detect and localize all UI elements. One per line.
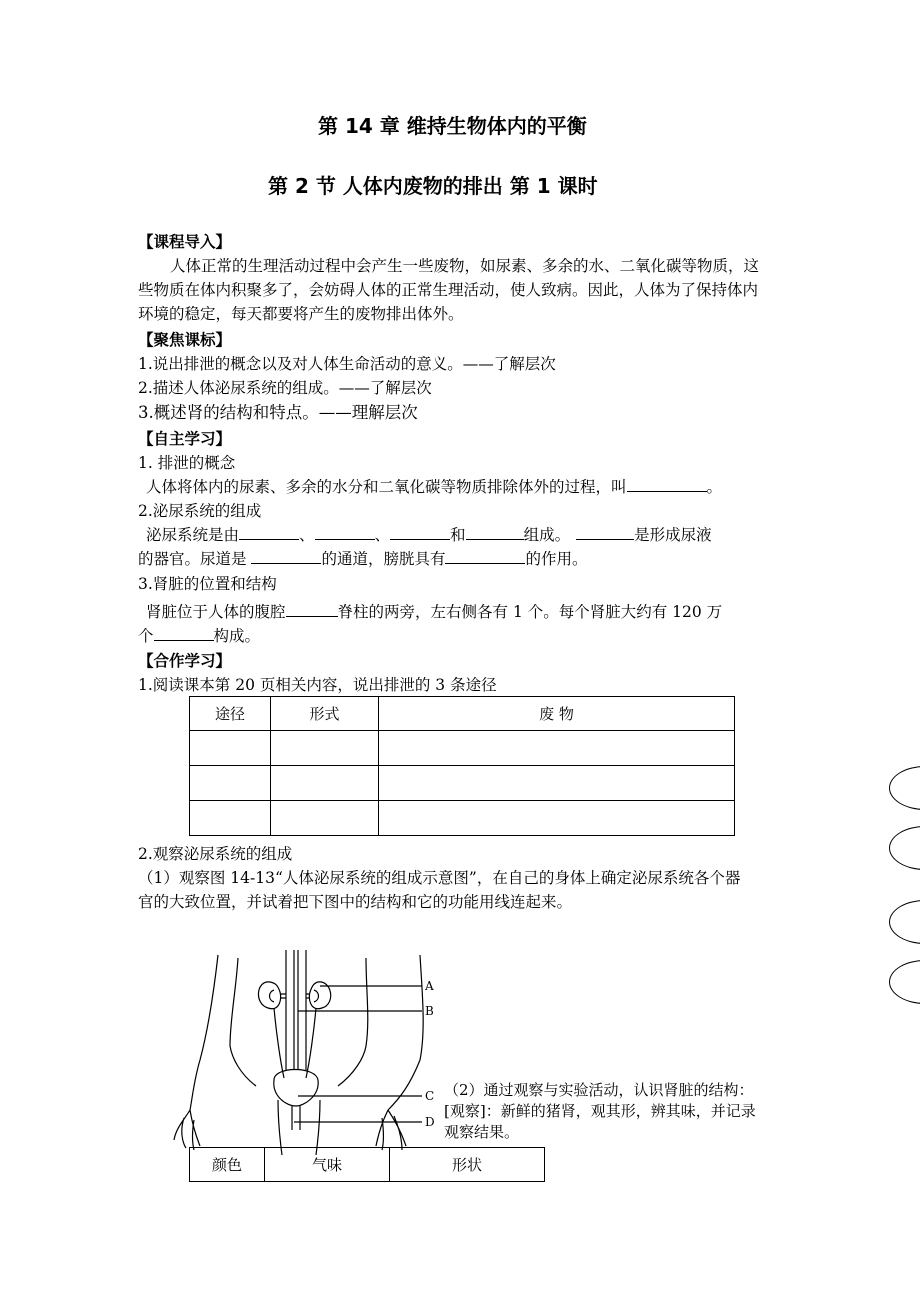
q2-text-d: 的器官。尿道是 xyxy=(138,550,252,568)
label-d: D xyxy=(425,1115,435,1129)
q3-line-1 xyxy=(146,600,722,624)
q3-blank-2[interactable] xyxy=(154,626,214,641)
standard-item-3: 3.概述肾的结构和特点。——理解层次 xyxy=(138,403,418,422)
q1-text: 人体将体内的尿素、多余的水分和二氧化碳等物质排除体外的过程，叫 xyxy=(146,478,627,496)
q1-end: 。 xyxy=(706,478,723,496)
coop-q2-title: 2.观察泌尿系统的组成 xyxy=(138,845,293,863)
q2-line-2 xyxy=(138,547,587,571)
q2-text-a: 泌尿系统是由 xyxy=(146,526,240,544)
q3-title: 3.肾脏的位置和结构 xyxy=(138,575,277,593)
q2-title: 2.泌尿系统的组成 xyxy=(138,502,262,520)
coop-q2-1a: （1）观察图 14-13“人体泌尿系统的组成示意图”，在自己的身体上确定泌尿系统各个器 xyxy=(138,869,741,887)
q2-blank-5[interactable] xyxy=(576,525,634,540)
q3-text-b: 脊柱的两旁，左右侧各有 1 个。每个肾脏大约有 120 万 xyxy=(337,603,723,621)
table-row xyxy=(190,731,735,766)
intro-line-2: 些物质在体内积聚多了，会妨碍人体的正常生理活动，使人致病。因此，人体为了保持体内 xyxy=(138,281,759,299)
q2-sep-1: 、 xyxy=(299,526,315,544)
standards-heading: 【聚焦课标】 xyxy=(138,331,232,349)
q2-blank-4[interactable] xyxy=(466,525,524,540)
intro-heading: 【课程导入】 xyxy=(138,233,232,251)
table-row xyxy=(190,801,735,836)
table-header-form: 形式 xyxy=(271,697,379,731)
q3-text-c: 个 xyxy=(138,627,154,645)
observation-table xyxy=(189,1147,545,1182)
urinary-system-diagram xyxy=(170,950,450,1155)
q3-line-2 xyxy=(138,624,260,648)
matching-ellipse-1[interactable] xyxy=(889,766,920,810)
excretion-table xyxy=(189,696,735,836)
obs-header-color: 颜色 xyxy=(190,1148,265,1182)
standard-item-2: 2.描述人体泌尿系统的组成。——了解层次 xyxy=(138,379,432,397)
q2-blank-7[interactable] xyxy=(445,549,525,564)
table-header-route: 途径 xyxy=(190,697,271,731)
q2-sep-2: 、 xyxy=(374,526,391,544)
label-c: C xyxy=(425,1089,435,1103)
label-b: B xyxy=(425,1004,434,1018)
matching-ellipse-4[interactable] xyxy=(889,960,920,1004)
q2-blank-1[interactable] xyxy=(239,525,299,540)
q2-and: 和 xyxy=(450,526,466,544)
q3-text-d: 构成。 xyxy=(213,627,261,645)
coop-q2-1b: 官的大致位置，并试着把下图中的结构和它的功能用线连起来。 xyxy=(138,893,573,911)
matching-ellipse-2[interactable] xyxy=(889,826,920,870)
q1-title: 1. 排泄的概念 xyxy=(138,454,236,472)
q3-text-a: 肾脏位于人体的腹腔 xyxy=(146,603,286,621)
q2-blank-2[interactable] xyxy=(315,525,375,540)
label-a: A xyxy=(425,979,434,993)
q1-blank[interactable] xyxy=(627,477,707,492)
coop-q2-2c: 观察结果。 xyxy=(444,1123,520,1141)
coop-heading: 【合作学习】 xyxy=(138,652,232,670)
coop-q1: 1.阅读课本第 20 页相关内容，说出排泄的 3 条途径 xyxy=(138,676,497,694)
q2-text-c: 是形成尿液 xyxy=(634,526,712,544)
q2-blank-3[interactable] xyxy=(390,525,450,540)
q2-line-1 xyxy=(146,523,712,547)
q3-blank-1[interactable] xyxy=(286,602,338,617)
chapter-title: 第 14 章 维持生物体内的平衡 xyxy=(318,114,587,138)
q1-text-line xyxy=(146,475,722,499)
section-title: 第 2 节 人体内废物的排出 第 1 课时 xyxy=(268,174,598,198)
q2-text-e: 的通道，膀胱具有 xyxy=(321,550,446,568)
q2-blank-6[interactable] xyxy=(251,549,321,564)
q2-text-f: 的作用。 xyxy=(525,550,588,568)
kidney-observation-text xyxy=(444,1080,756,1143)
coop-q2-2b: [观察]：新鲜的猪肾，观其形，辨其味，并记录 xyxy=(444,1102,756,1120)
obs-header-shape: 形状 xyxy=(390,1148,545,1182)
self-study-heading: 【自主学习】 xyxy=(138,430,232,448)
coop-q2-2a: （2）通过观察与实验活动，认识肾脏的结构： xyxy=(444,1081,754,1099)
obs-header-smell: 气味 xyxy=(265,1148,390,1182)
matching-ellipse-3[interactable] xyxy=(889,900,920,944)
intro-line-3: 环境的稳定，每天都要将产生的废物排出体外。 xyxy=(138,305,464,323)
table-header-waste: 废 物 xyxy=(379,697,735,731)
intro-line-1: 人体正常的生理活动过程中会产生一些废物，如尿素、多余的水、二氧化碳等物质，这 xyxy=(170,257,760,275)
standard-item-1: 1.说出排泄的概念以及对人体生命活动的意义。——了解层次 xyxy=(138,355,556,373)
q2-text-b: 组成。 xyxy=(523,526,571,544)
table-row xyxy=(190,766,735,801)
